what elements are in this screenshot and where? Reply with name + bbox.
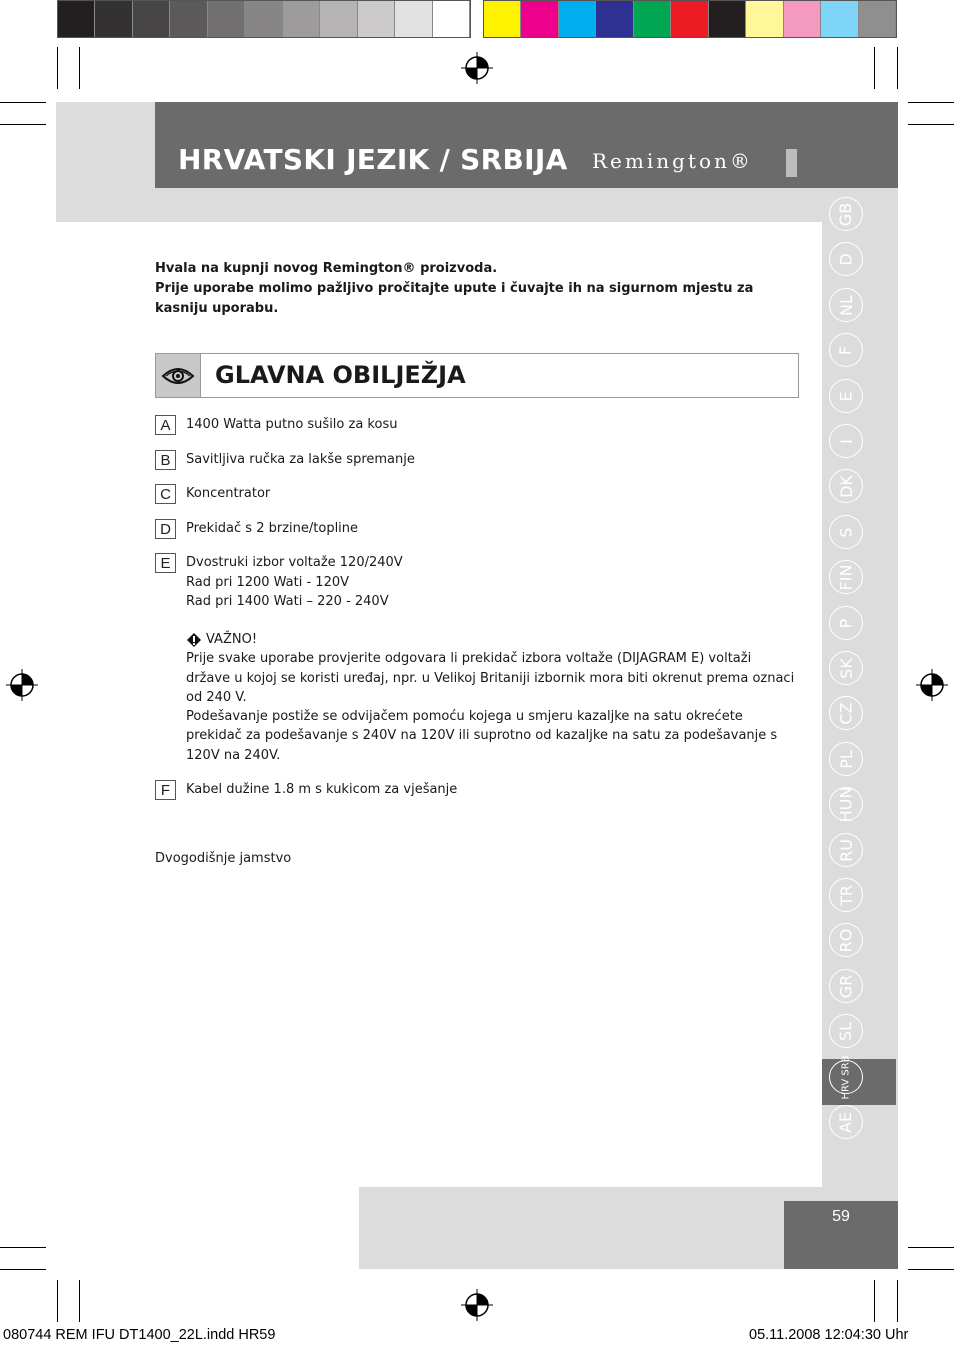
language-tab-tr[interactable]	[829, 878, 863, 912]
crop-mark	[908, 1269, 954, 1270]
brand-accent	[786, 149, 797, 177]
language-tab-hun[interactable]	[829, 787, 863, 821]
crop-mark	[57, 1280, 58, 1322]
language-tab-ae[interactable]	[829, 1105, 863, 1139]
warning-icon	[186, 632, 202, 648]
page-title: HRVATSKI JEZIK / SRBIJA	[178, 143, 568, 176]
color-swatch	[283, 1, 320, 37]
crop-mark	[0, 124, 46, 125]
section-icon-box	[155, 353, 201, 398]
color-swatch	[596, 1, 633, 37]
feature-text	[186, 519, 358, 539]
language-tab-nl[interactable]	[829, 288, 863, 322]
feature-letter: B	[155, 450, 176, 470]
feature-text	[186, 415, 397, 435]
language-tab-label: I	[836, 438, 856, 444]
color-swatch	[746, 1, 783, 37]
language-tab-sk[interactable]	[829, 651, 863, 685]
crop-mark	[897, 1280, 898, 1322]
warning-paragraph-2: Podešavanje postiže se odvijačem pomoću kojega u smjeru kazaljke na satu okrećete prekidač za podešavanje s 240V na 120V ili suprotno od kazaljke na satu za podešavanje s 120V na 240V.	[186, 709, 778, 763]
feature-text	[186, 780, 457, 800]
language-tab-label: RU	[836, 838, 856, 862]
language-tab-label: FIN	[836, 564, 856, 590]
language-tab-p[interactable]	[829, 606, 863, 640]
intro-line-2: Prije uporabe molimo pažljivo pročitajte upute i čuvajte ih na sigurnom mjestu za kasniju uporabu.	[155, 281, 754, 316]
language-tab-pl[interactable]	[829, 742, 863, 776]
color-swatch	[634, 1, 671, 37]
color-swatch	[395, 1, 432, 37]
crop-mark	[0, 1247, 46, 1248]
language-tab-label: CZ	[836, 701, 856, 725]
crop-mark	[874, 1280, 875, 1322]
crop-mark	[908, 124, 954, 125]
feature-text	[186, 450, 415, 470]
color-swatch	[208, 1, 245, 37]
language-tab-label: SK	[836, 657, 856, 679]
feature-text	[186, 484, 270, 504]
crop-mark	[908, 102, 954, 103]
language-tab-label: AE	[836, 1111, 856, 1133]
crop-mark	[908, 1247, 954, 1248]
language-tab-label: DK	[836, 474, 856, 498]
color-swatch	[133, 1, 170, 37]
language-tab-d[interactable]	[829, 242, 863, 276]
color-swatches	[483, 0, 897, 38]
registration-mark-left	[6, 669, 38, 701]
feature-letter: C	[155, 484, 176, 504]
warning-block	[186, 630, 798, 765]
language-tab-i[interactable]	[829, 424, 863, 458]
crop-mark	[0, 1269, 46, 1270]
intro-text	[155, 259, 795, 319]
slug-right: 05.11.2008 12:04:30 Uhr	[749, 1327, 909, 1343]
color-swatch	[58, 1, 95, 37]
language-tab-label: SL	[836, 1021, 856, 1041]
language-tab-hrv-srb[interactable]	[829, 1054, 863, 1100]
page-number: 59	[784, 1201, 898, 1269]
language-tab-label: HRV SRB	[840, 1054, 852, 1100]
section-title: GLAVNA OBILJEŽJA	[215, 361, 466, 389]
color-swatch	[559, 1, 596, 37]
feature-line: 1400 Watta putno sušilo za kosu	[186, 417, 398, 432]
language-tab-gr[interactable]	[829, 969, 863, 1003]
language-tab-label: PL	[836, 749, 856, 769]
registration-mark-top	[461, 52, 493, 84]
grayscale-swatches	[57, 0, 471, 38]
warning-heading: VAŽNO!	[206, 632, 258, 647]
language-tab-f[interactable]	[829, 333, 863, 367]
registration-mark-right	[916, 669, 948, 701]
crop-mark	[874, 47, 875, 89]
crop-mark	[79, 47, 80, 89]
crop-mark	[897, 47, 898, 89]
language-tab-label: D	[836, 252, 856, 266]
feature-text	[186, 553, 403, 612]
language-tab-ru[interactable]	[829, 833, 863, 867]
feature-letter: A	[155, 415, 176, 435]
color-swatch	[784, 1, 821, 37]
crop-mark	[57, 47, 58, 89]
color-swatch	[433, 1, 470, 37]
warning-paragraph-1: Prije svake uporabe provjerite odgovara li prekidač izbora voltaže (DIJAGRAM E) voltaži države u kojoj se koristi uređaj, npr. u Velikoj Britaniji izbornik mora biti okrenut prema oznaci od 240 V.	[186, 651, 795, 705]
slug-left: 080744 REM IFU DT1400_22L.indd HR59	[3, 1327, 276, 1343]
language-tab-sl[interactable]	[829, 1014, 863, 1048]
language-tab-label: GB	[836, 202, 856, 226]
color-swatch	[358, 1, 395, 37]
brand-logo: Remington®	[592, 149, 753, 173]
language-tab-s[interactable]	[829, 515, 863, 549]
color-swatch	[95, 1, 132, 37]
color-swatch	[245, 1, 282, 37]
language-tab-label: E	[836, 390, 856, 402]
language-tab-ro[interactable]	[829, 923, 863, 957]
intro-line-1: Hvala na kupnji novog Remington® proizvoda.	[155, 261, 498, 276]
color-swatch	[484, 1, 521, 37]
color-swatch	[170, 1, 207, 37]
crop-mark	[79, 1280, 80, 1322]
language-tab-dk[interactable]	[829, 469, 863, 503]
feature-letter: D	[155, 519, 176, 539]
language-tab-e[interactable]	[829, 379, 863, 413]
language-tab-fin[interactable]	[829, 560, 863, 594]
color-swatch	[521, 1, 558, 37]
language-tab-label: TR	[836, 884, 856, 906]
language-tab-label: GR	[836, 974, 856, 998]
language-tab-label: S	[836, 526, 856, 538]
feature-line: Dvostruki izbor voltaže 120/240V	[186, 555, 403, 570]
feature-line: Koncentrator	[186, 486, 271, 501]
language-tab-label: NL	[836, 294, 856, 316]
feature-line: Rad pri 1200 Wati - 120V	[186, 574, 350, 590]
registration-mark-bottom	[461, 1289, 493, 1321]
language-tab-label: RO	[836, 928, 856, 952]
crop-mark	[0, 102, 46, 103]
language-tab-gb[interactable]	[829, 197, 863, 231]
feature-letter: F	[155, 780, 176, 800]
color-swatch	[320, 1, 357, 37]
color-swatch	[859, 1, 896, 37]
feature-line: Savitljiva ručka za lakše spremanje	[186, 452, 415, 467]
feature-line: Kabel dužine 1.8 m s kukicom za vješanje	[186, 782, 458, 797]
feature-letter: E	[155, 553, 176, 573]
language-tab-cz[interactable]	[829, 696, 863, 730]
color-swatch	[821, 1, 858, 37]
color-swatch	[709, 1, 746, 37]
feature-line: Rad pri 1400 Wati – 220 - 240V	[186, 594, 389, 609]
eye-icon	[161, 365, 195, 387]
color-swatch	[671, 1, 708, 37]
warranty-text: Dvogodišnje jamstvo	[155, 851, 292, 866]
feature-line: Prekidač s 2 brzine/topline	[186, 521, 359, 536]
language-tab-label: F	[836, 345, 856, 355]
language-tab-label: P	[836, 618, 856, 628]
language-tab-label: HUN	[836, 786, 856, 822]
